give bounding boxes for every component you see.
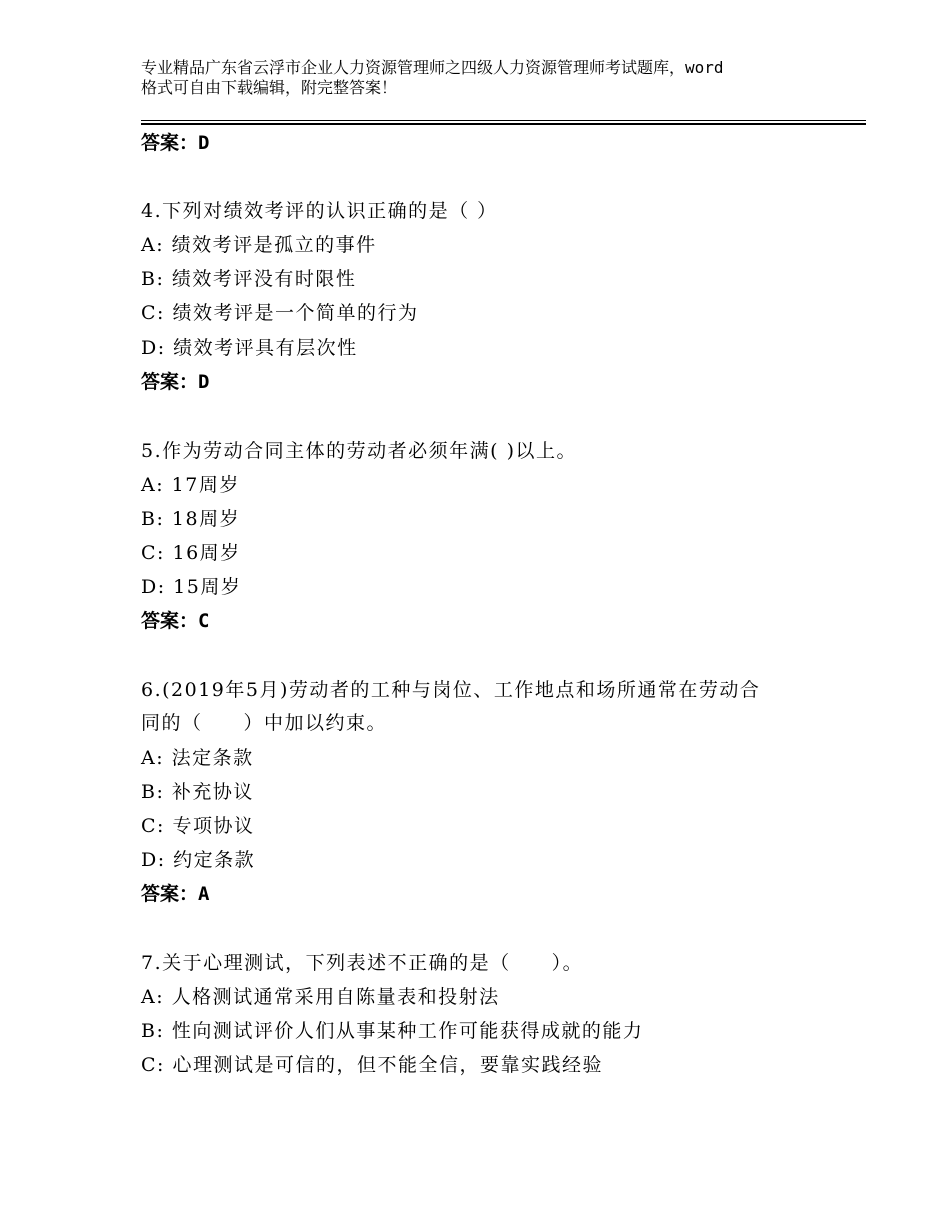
option-b: B: 绩效考评没有时限性	[141, 268, 357, 290]
answer-value: D	[198, 371, 210, 393]
question-stem: 7.关于心理测试，下列表述不正确的是（ ）。	[141, 952, 584, 974]
answer-value: A	[198, 883, 210, 905]
option-a: A: 17周岁	[141, 474, 240, 496]
option-c: C: 绩效考评是一个简单的行为	[141, 302, 419, 324]
option-b: B: 补充协议	[141, 781, 254, 803]
option-a: A: 法定条款	[141, 747, 254, 769]
header-rule-thin	[141, 120, 866, 121]
answer-value: C	[198, 610, 210, 632]
answer-line	[141, 131, 209, 155]
answer-label: 答案：	[141, 132, 199, 154]
option-d: D: 约定条款	[141, 849, 256, 871]
question-stem: 4.下列对绩效考评的认识正确的是（ ）	[141, 200, 498, 222]
option-d: D: 绩效考评具有层次性	[141, 337, 358, 359]
answer-value: D	[198, 132, 210, 154]
option-b: B: 18周岁	[141, 508, 241, 530]
header-rule-thick	[141, 123, 866, 125]
header-line-1: 专业精品广东省云浮市企业人力资源管理师之四级人力资源管理师考试题库，word	[141, 58, 724, 77]
option-c: C: 心理测试是可信的，但不能全信，要靠实践经验	[141, 1054, 603, 1076]
document-header	[141, 58, 841, 98]
answer-line	[141, 882, 209, 906]
option-c: C: 16周岁	[141, 542, 241, 564]
answer-label: 答案：	[141, 610, 199, 632]
option-b: B: 性向测试评价人们从事某种工作可能获得成就的能力	[141, 1020, 644, 1042]
option-a: A: 人格测试通常采用自陈量表和投射法	[141, 986, 500, 1008]
question-stem: 6.(2019年5月)劳动者的工种与岗位、工作地点和场所通常在劳动合	[141, 679, 761, 701]
question-stem: 5.作为劳动合同主体的劳动者必须年满( )以上。	[141, 440, 577, 462]
answer-line	[141, 370, 209, 394]
answer-label: 答案：	[141, 883, 199, 905]
answer-line	[141, 609, 209, 633]
option-d: D: 15周岁	[141, 576, 242, 598]
answer-label: 答案：	[141, 371, 199, 393]
option-a: A: 绩效考评是孤立的事件	[141, 234, 377, 256]
option-c: C: 专项协议	[141, 815, 255, 837]
question-stem-continued: 同的（ ）中加以约束。	[141, 712, 388, 734]
header-line-2: 格式可自由下载编辑，附完整答案！	[141, 78, 398, 97]
